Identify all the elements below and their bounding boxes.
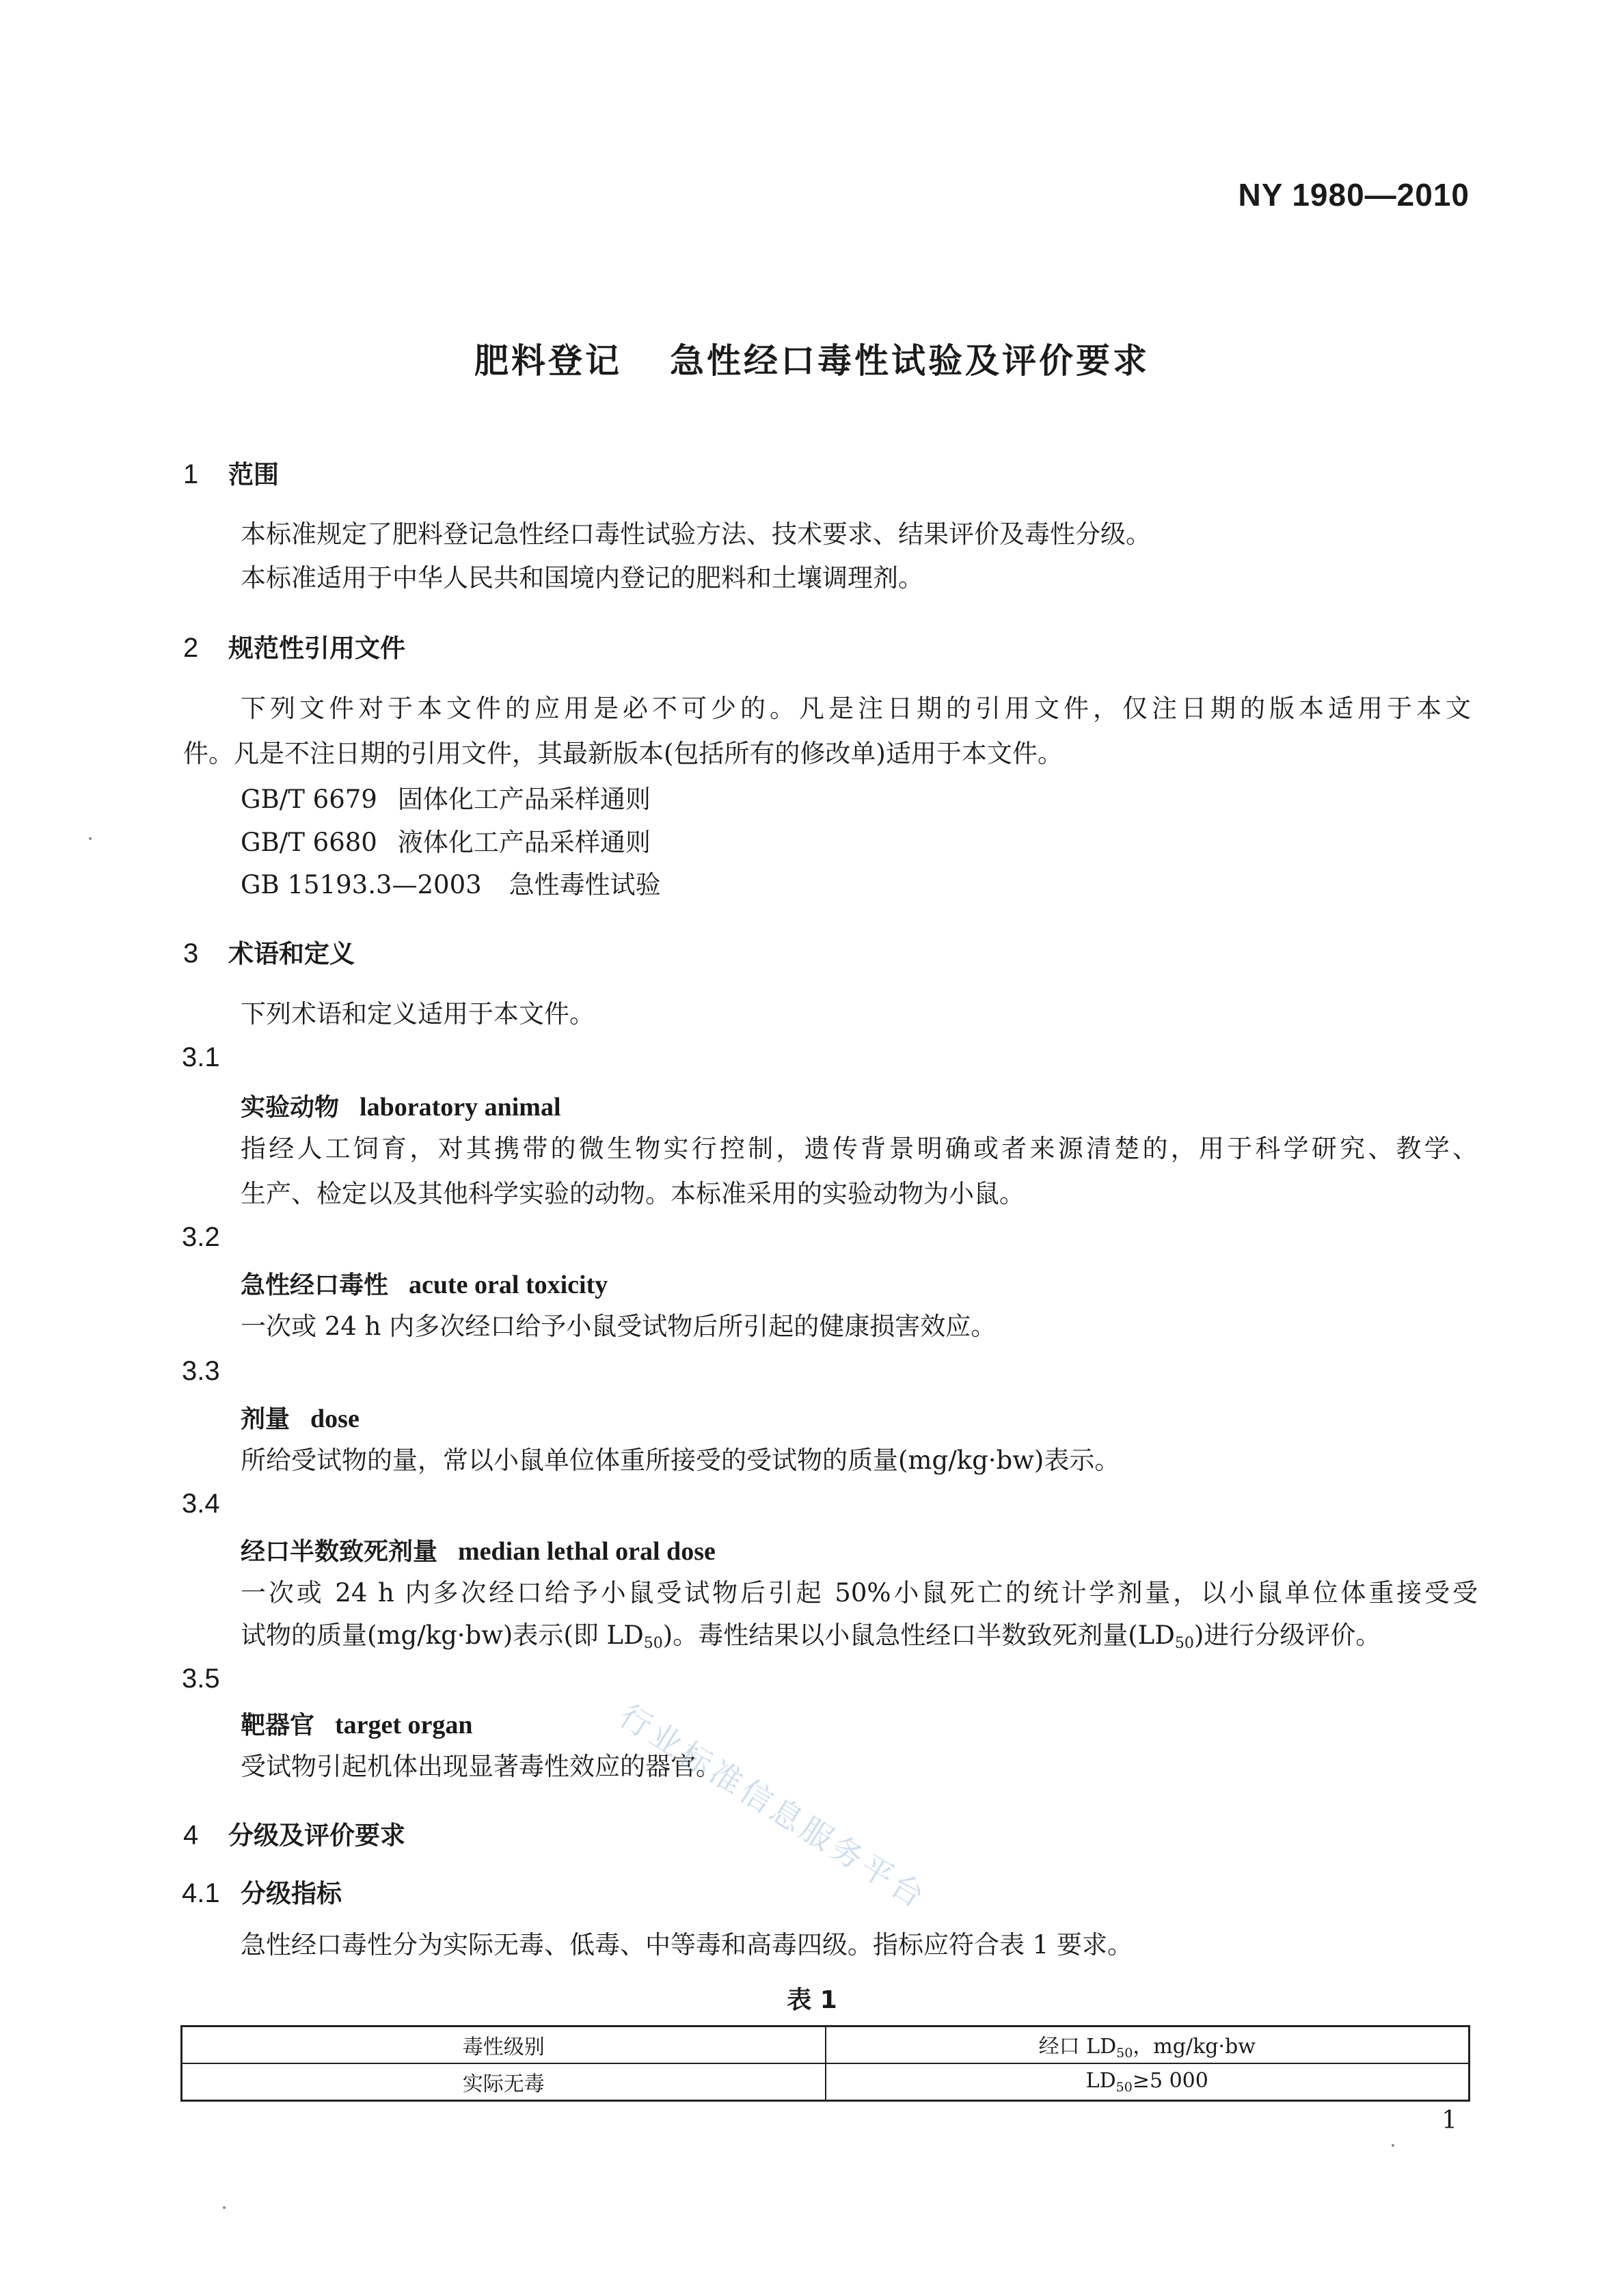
term-chinese: 剂量 bbox=[241, 1405, 290, 1433]
table-caption: 表 1 bbox=[787, 1986, 837, 2014]
section-4-heading bbox=[183, 1815, 405, 1852]
term-chinese: 急性经口毒性 bbox=[241, 1271, 389, 1299]
term-3-5-number: 3.5 bbox=[182, 1664, 220, 1694]
term-english: dose bbox=[310, 1405, 360, 1433]
standard-number: NY 1980—2010 bbox=[1238, 177, 1470, 213]
section-1-heading bbox=[183, 454, 279, 491]
s4-paragraph-1: 急性经口毒性分为实际无毒、低毒、中等毒和高毒四级。指标应符合表 1 要求。 bbox=[241, 1930, 1133, 1960]
term-3-4-title bbox=[241, 1532, 716, 1567]
section-4-1-heading bbox=[182, 1873, 342, 1910]
term-english: acute oral toxicity bbox=[409, 1271, 608, 1299]
title-part1: 肥料登记 bbox=[474, 341, 622, 381]
reference-item bbox=[241, 864, 661, 906]
page-number: 1 bbox=[1442, 2106, 1457, 2134]
section-number: 1 bbox=[183, 459, 199, 489]
term-3-1-definition-2: 生产、检定以及其他科学实验的动物。本标准采用的实验动物为小鼠。 bbox=[241, 1179, 1025, 1208]
term-3-4-definition-2 bbox=[241, 1614, 1381, 1665]
subscript-50: 50 bbox=[1174, 1635, 1194, 1652]
table-cell: 实际无毒 bbox=[182, 2063, 826, 2101]
term-chinese: 靶器官 bbox=[241, 1711, 315, 1739]
table-header-row bbox=[182, 2026, 1470, 2064]
section-number: 2 bbox=[183, 633, 199, 663]
section-2-heading bbox=[183, 627, 405, 664]
term-english: laboratory animal bbox=[360, 1093, 561, 1122]
term-chinese: 实验动物 bbox=[241, 1094, 340, 1122]
term-3-4-number: 3.4 bbox=[182, 1489, 220, 1519]
s3-intro: 下列术语和定义适用于本文件。 bbox=[241, 999, 595, 1029]
table-header-cell bbox=[826, 2026, 1470, 2064]
reference-code: GB 15193.3—2003 bbox=[241, 870, 482, 899]
definition-text: )。毒性结果以小鼠急性经口半数致死剂量(LD bbox=[662, 1621, 1175, 1650]
term-3-4-definition-1: 一次或 24 h 内多次经口给予小鼠受试物后引起 50%小鼠死亡的统计学剂量，以小鼠单位体重接受受 bbox=[241, 1578, 1478, 1608]
term-3-2-title bbox=[241, 1266, 608, 1301]
term-english: median lethal oral dose bbox=[458, 1537, 716, 1566]
title-part2: 急性经口毒性试验及评价要求 bbox=[670, 341, 1150, 381]
section-title: 分级及评价要求 bbox=[228, 1821, 405, 1850]
section-title: 术语和定义 bbox=[228, 939, 355, 968]
cell-text: ，mg/kg·bw bbox=[1133, 2035, 1256, 2059]
cell-text: ≥5 000 bbox=[1132, 2069, 1208, 2093]
s1-paragraph-1: 本标准规定了肥料登记急性经口毒性试验方法、技术要求、结果评价及毒性分级。 bbox=[241, 519, 1151, 549]
term-3-2-definition: 一次或 24 h 内多次经口给予小鼠受试物后所引起的健康损害效应。 bbox=[241, 1312, 997, 1341]
section-title: 范围 bbox=[228, 460, 279, 489]
table-row bbox=[182, 2063, 1470, 2101]
term-3-3-number: 3.3 bbox=[182, 1356, 220, 1386]
watermark: 行业标准信息服务平台 bbox=[612, 1696, 934, 1916]
reference-name: 急性毒性试验 bbox=[509, 870, 661, 899]
term-3-5-definition: 受试物引起机体出现显著毒性效应的器官。 bbox=[241, 1752, 721, 1781]
cell-text: 经口 LD bbox=[1038, 2035, 1117, 2059]
subsection-title: 分级指标 bbox=[241, 1879, 342, 1908]
document-title bbox=[0, 334, 1624, 383]
table-header-cell: 毒性级别 bbox=[182, 2026, 826, 2064]
s2-paragraph-1b: 件。凡是不注日期的引用文件，其最新版本(包括所有的修改单)适用于本文件。 bbox=[183, 739, 1063, 768]
scan-speck bbox=[1392, 2144, 1394, 2147]
definition-text: 试物的质量(mg/kg·bw)表示(即 LD bbox=[241, 1621, 644, 1650]
section-number: 3 bbox=[183, 938, 199, 968]
term-3-3-title bbox=[241, 1400, 360, 1435]
reference-item bbox=[241, 778, 651, 821]
s2-paragraph-1a: 下列文件对于本文件的应用是必不可少的。凡是注日期的引用文件，仅注日期的版本适用于本文 bbox=[241, 694, 1471, 723]
reference-code: GB/T 6680 bbox=[241, 828, 377, 857]
s1-paragraph-2: 本标准适用于中华人民共和国境内登记的肥料和土壤调理剂。 bbox=[241, 563, 923, 593]
subscript-50: 50 bbox=[1116, 2046, 1133, 2061]
subsection-number: 4.1 bbox=[182, 1878, 220, 1908]
section-number: 4 bbox=[183, 1820, 199, 1850]
subscript-50: 50 bbox=[1115, 2080, 1133, 2095]
reference-code: GB/T 6679 bbox=[241, 785, 377, 814]
term-3-1-number: 3.1 bbox=[182, 1042, 220, 1072]
reference-item bbox=[241, 822, 651, 864]
scan-speck bbox=[89, 837, 92, 840]
toxicity-table bbox=[180, 2025, 1470, 2102]
term-3-1-title bbox=[241, 1088, 561, 1123]
scan-speck bbox=[223, 2206, 226, 2209]
term-3-3-definition: 所给受试物的量，常以小鼠单位体重所接受的受试物的质量(mg/kg·bw)表示。 bbox=[241, 1446, 1120, 1475]
term-3-2-number: 3.2 bbox=[182, 1222, 220, 1252]
term-3-1-definition-1: 指经人工饲育，对其携带的微生物实行控制，遗传背景明确或者来源清楚的，用于科学研究、教学、 bbox=[241, 1134, 1478, 1163]
term-3-5-title bbox=[241, 1706, 473, 1741]
subscript-50: 50 bbox=[643, 1635, 663, 1652]
term-english: target organ bbox=[335, 1711, 473, 1739]
table-cell bbox=[826, 2063, 1470, 2101]
reference-name: 固体化工产品采样通则 bbox=[397, 785, 651, 814]
reference-name: 液体化工产品采样通则 bbox=[397, 828, 651, 857]
section-title: 规范性引用文件 bbox=[228, 634, 405, 663]
definition-text: )进行分级评价。 bbox=[1193, 1621, 1381, 1650]
section-3-heading bbox=[183, 933, 355, 970]
term-chinese: 经口半数致死剂量 bbox=[241, 1538, 438, 1566]
cell-text: LD bbox=[1085, 2069, 1116, 2093]
